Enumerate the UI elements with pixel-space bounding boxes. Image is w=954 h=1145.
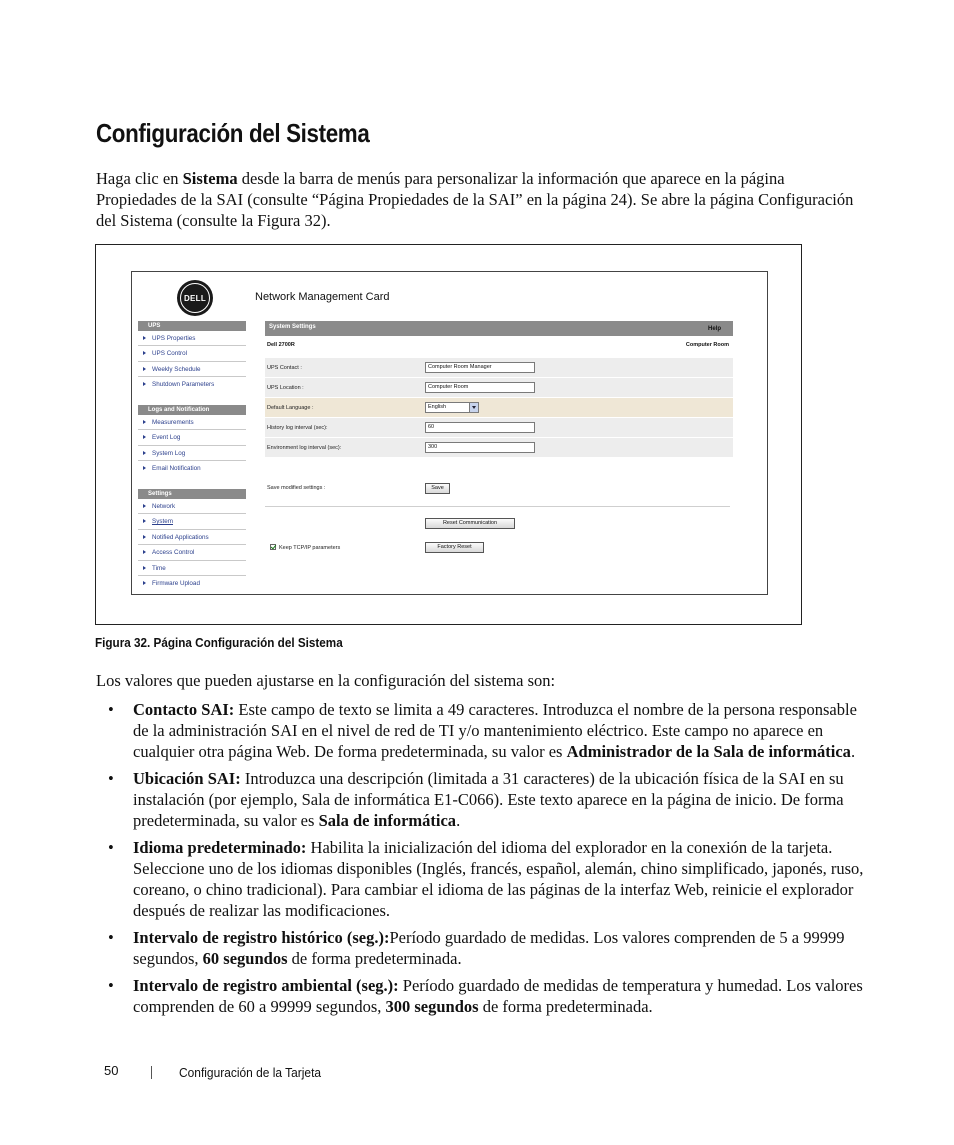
footer-section: Configuración de la Tarjeta [179,1065,322,1080]
default-language-select[interactable]: English [425,402,479,413]
arrow-right-icon [143,581,146,585]
sidebar-item-notified-applications[interactable]: Notified Applications [138,530,246,545]
sidebar-group-ups [138,321,246,393]
sidebar-header: UPS [138,321,246,331]
sidebar-header: Settings [138,489,246,499]
list-item: • Idioma predeterminado: Habilita la inicialización del idioma del explorador en la conexión de la tarjeta. Seleccione uno de los idiomas disponibles (Inglés, francés, español, alemán, chino simplificado, japonés, ruso, coreano, o chino tradicional). Para cambiar el idioma de las páginas de la interfaz Web, reinicie el explorador después de realizar las modificaciones. [108,838,864,920]
ups-location-input[interactable]: Computer Room [425,382,535,393]
sidebar-item-ups-properties[interactable]: UPS Properties [138,331,246,346]
figure-caption: Figura 32. Página Configuración del Sistema [95,635,343,650]
history-log-row: History log interval (sec): 60 [265,418,733,438]
list-item: • Contacto SAI: Este campo de texto se limita a 49 caracteres. Introduzca el nombre de la persona responsable de la administración SAI en el nivel de red de TI y/o mantenimiento eléctrico. Este campo no aparece en cualquier otra página Web. De forma predeterminada, su valor es Administrador de la Sala de informática. [108,700,857,761]
model-row [265,336,733,358]
divider [265,506,730,507]
arrow-right-icon [143,420,146,424]
factory-reset-button[interactable]: Factory Reset [425,542,484,553]
save-button[interactable]: Save [425,483,450,494]
sidebar-item-time[interactable]: Time [138,561,246,576]
ups-location-row: UPS Location : Computer Room [265,378,733,398]
system-settings-panel [265,321,733,551]
location-display: Computer Room [685,342,729,348]
list-item: • Ubicación SAI: Introduzca una descripción (limitada a 31 caracteres) de la ubicación física de la SAI en su instalación (por ejemplo, Sala de informática E1-C066). Este texto aparece en la página de inicio. De forma predeterminada, su valor es Sala de informática. [108,769,844,830]
keep-tcpip-label: Keep TCP/IP parameters [279,545,341,551]
arrow-right-icon [143,466,146,470]
settings-list [96,699,866,1023]
model-name: Dell 2700R [267,342,295,348]
list-item: • Intervalo de registro ambiental (seg.): Período guardado de medidas de temperatura y humedad. Los valores comprenden de 60 a 99999 segundos, 300 segundos de forma predeterminada. [108,976,863,1016]
sidebar-item-network[interactable]: Network [138,499,246,514]
list-item: • Intervalo de registro histórico (seg.):Período guardado de medidas. Los valores comprenden de 5 a 99999 segundos, 60 segundos de forma predeterminada. [108,928,845,968]
arrow-right-icon [143,535,146,539]
help-link[interactable]: Help [707,326,721,332]
default-language-row: Default Language : English [265,398,733,418]
footer-divider [151,1066,152,1079]
environment-log-row: Environment log interval (sec): 300 [265,438,733,458]
arrow-right-icon [143,336,146,340]
arrow-right-icon [143,351,146,355]
arrow-right-icon [143,566,146,570]
keep-tcpip-checkbox[interactable] [270,544,276,550]
ups-contact-row: UPS Contact : Computer Room Manager [265,358,733,378]
page-title: Configuración del Sistema [96,118,370,148]
sidebar-item-email-notification[interactable]: Email Notification [138,461,246,476]
save-settings-label: Save modified settings : [267,485,326,491]
app-title: Network Management Card [255,291,390,303]
arrow-right-icon [143,550,146,554]
ui-screenshot [131,271,768,595]
sidebar-item-measurements[interactable]: Measurements [138,415,246,430]
sidebar-header: Logs and Notification [138,405,246,415]
arrow-right-icon [143,504,146,508]
arrow-right-icon [143,382,146,386]
sidebar-item-firmware-upload[interactable]: Firmware Upload [138,576,246,591]
history-log-interval-input[interactable]: 60 [425,422,535,433]
panel-title: System Settings [269,324,316,330]
sidebar-item-access-control[interactable]: Access Control [138,545,246,560]
sidebar-item-event-log[interactable]: Event Log [138,430,246,445]
sidebar-group-settings [138,489,246,591]
arrow-right-icon [143,435,146,439]
environment-log-interval-input[interactable]: 300 [425,442,535,453]
sidebar-item-weekly-schedule[interactable]: Weekly Schedule [138,362,246,377]
arrow-right-icon [143,451,146,455]
chevron-down-icon [469,403,478,412]
sidebar-item-shutdown-parameters[interactable]: Shutdown Parameters [138,377,246,392]
sidebar-group-logs [138,405,246,477]
ups-contact-input[interactable]: Computer Room Manager [425,362,535,373]
reset-communication-button[interactable]: Reset Communication [425,518,515,529]
arrow-right-icon [143,519,146,523]
sidebar-item-system[interactable]: System [138,514,246,529]
dell-logo: DELL [177,280,213,316]
panel-header [265,321,733,336]
arrow-right-icon [143,367,146,371]
sidebar-item-ups-control[interactable]: UPS Control [138,346,246,361]
lead-paragraph: Los valores que pueden ajustarse en la configuración del sistema son: [96,671,556,690]
intro-paragraph: Haga clic en Sistema desde la barra de menús para personalizar la información que aparece en la página Propiedades de la SAI (consulte “Página Propiedades de la SAI” en la página 24). Se abre la página Configuración del Sistema (consulte la Figura 32). [96,169,854,230]
page-number: 50 [104,1063,119,1078]
sidebar-item-system-log[interactable]: System Log [138,446,246,461]
